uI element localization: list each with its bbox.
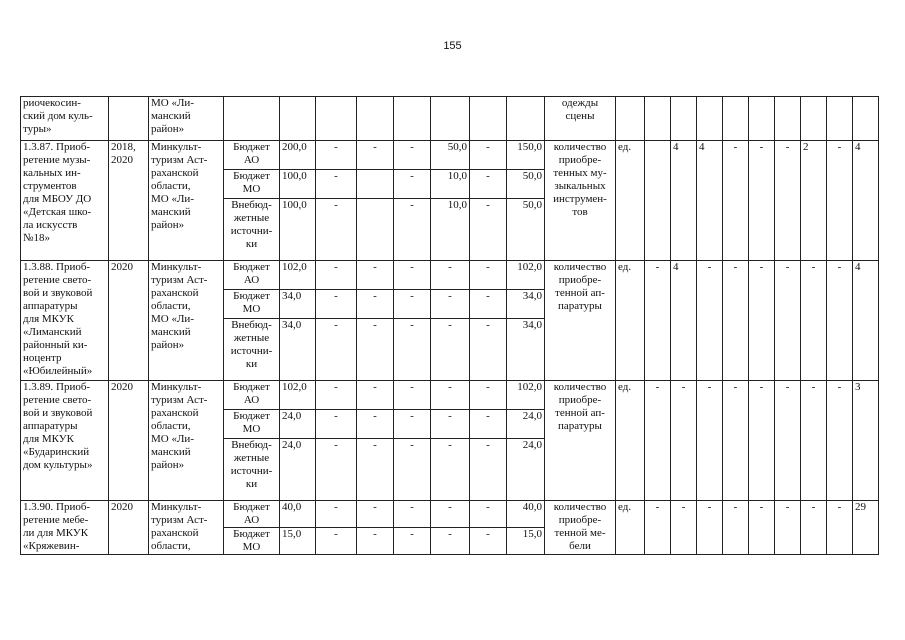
item-name-cell: 1.3.90. Приоб- ретение мебе- ли для МКУК «Кряжевин- bbox=[21, 501, 109, 555]
year-value-cell: - bbox=[357, 501, 394, 528]
source-cell: Бюджет АО bbox=[224, 501, 280, 528]
year-value-cell: - bbox=[431, 439, 470, 501]
total-cell: 34,0 bbox=[280, 319, 316, 381]
year-value-cell: - bbox=[316, 261, 357, 290]
year-value-cell: 102,0 bbox=[507, 381, 545, 410]
year-value-cell: 10,0 bbox=[431, 170, 470, 199]
year-value-cell: 102,0 bbox=[507, 261, 545, 290]
indicator-value-cell bbox=[723, 97, 749, 141]
indicator-value-cell: 4 bbox=[697, 141, 723, 261]
indicator-value-cell bbox=[801, 97, 827, 141]
year-value-cell: - bbox=[394, 199, 431, 261]
indicator-value-cell: 3 bbox=[853, 381, 879, 501]
unit-cell: ед. bbox=[616, 261, 645, 381]
page-number: 155 bbox=[443, 40, 462, 52]
total-cell: 200,0 bbox=[280, 141, 316, 170]
year-value-cell: - bbox=[394, 261, 431, 290]
year-value-cell: - bbox=[357, 290, 394, 319]
source-cell: Внебюд- жетные источни- ки bbox=[224, 199, 280, 261]
unit-cell: ед. bbox=[616, 141, 645, 261]
source-cell: Бюджет АО bbox=[224, 381, 280, 410]
year-value-cell bbox=[357, 199, 394, 261]
indicator-value-cell: - bbox=[723, 141, 749, 261]
year-value-cell: - bbox=[316, 199, 357, 261]
year-value-cell: - bbox=[394, 381, 431, 410]
table-body bbox=[21, 97, 879, 555]
source-cell: Внебюд- жетные источни- ки bbox=[224, 439, 280, 501]
year-value-cell: - bbox=[394, 501, 431, 528]
year-value-cell bbox=[357, 170, 394, 199]
total-cell: 100,0 bbox=[280, 199, 316, 261]
source-cell: Бюджет АО bbox=[224, 141, 280, 170]
indicator-cell: количество приобре- тенной ме- бели bbox=[545, 501, 616, 555]
indicator-value-cell: - bbox=[697, 261, 723, 381]
year-value-cell: 15,0 bbox=[507, 528, 545, 555]
indicator-value-cell: - bbox=[645, 261, 671, 381]
table-row bbox=[21, 261, 879, 290]
indicator-value-cell: 29 bbox=[853, 501, 879, 555]
years-cell: 2020 bbox=[109, 501, 149, 555]
item-name-cell: 1.3.88. Приоб- ретение свето- вой и звуковой аппаратуры для МКУК «Лиманский районный ки- ноцентр «Юбилейный» bbox=[21, 261, 109, 381]
indicator-cell: количество приобре- тенной ап- паратуры bbox=[545, 261, 616, 381]
unit-cell: ед. bbox=[616, 501, 645, 555]
indicator-value-cell: - bbox=[645, 501, 671, 555]
indicator-value-cell: - bbox=[697, 501, 723, 555]
indicator-cell: количество приобре- тенных му- зыкальных инструмен- тов bbox=[545, 141, 616, 261]
year-value-cell: - bbox=[431, 501, 470, 528]
year-value-cell: - bbox=[357, 410, 394, 439]
table-row bbox=[21, 97, 879, 141]
year-value-cell: - bbox=[394, 439, 431, 501]
source-cell: Бюджет МО bbox=[224, 528, 280, 555]
year-value-cell: - bbox=[431, 290, 470, 319]
year-value-cell: - bbox=[470, 199, 507, 261]
indicator-value-cell: - bbox=[827, 261, 853, 381]
indicator-cell: одежды сцены bbox=[545, 97, 616, 141]
year-value-cell bbox=[431, 97, 470, 141]
executor-cell: Минкульт- туризм Аст- раханской области, bbox=[149, 501, 224, 555]
total-cell: 102,0 bbox=[280, 261, 316, 290]
year-value-cell: - bbox=[316, 439, 357, 501]
year-value-cell: - bbox=[316, 410, 357, 439]
indicator-value-cell bbox=[749, 97, 775, 141]
year-value-cell: - bbox=[394, 319, 431, 381]
year-value-cell: 50,0 bbox=[507, 199, 545, 261]
years-cell bbox=[109, 97, 149, 141]
year-value-cell: - bbox=[394, 528, 431, 555]
year-value-cell: - bbox=[357, 261, 394, 290]
table-row bbox=[21, 141, 879, 170]
item-name-cell: 1.3.89. Приоб- ретение свето- вой и звуковой аппаратуры для МКУК «Бударинский дом культуры» bbox=[21, 381, 109, 501]
total-cell: 34,0 bbox=[280, 290, 316, 319]
year-value-cell: - bbox=[394, 141, 431, 170]
year-value-cell: - bbox=[316, 141, 357, 170]
year-value-cell: - bbox=[316, 290, 357, 319]
indicator-value-cell bbox=[697, 97, 723, 141]
year-value-cell: - bbox=[316, 381, 357, 410]
year-value-cell bbox=[507, 97, 545, 141]
year-value-cell: - bbox=[357, 319, 394, 381]
year-value-cell: 24,0 bbox=[507, 410, 545, 439]
source-cell: Бюджет АО bbox=[224, 261, 280, 290]
year-value-cell: - bbox=[470, 290, 507, 319]
year-value-cell: - bbox=[357, 528, 394, 555]
indicator-value-cell: - bbox=[775, 381, 801, 501]
year-value-cell: - bbox=[357, 141, 394, 170]
year-value-cell: 50,0 bbox=[431, 141, 470, 170]
year-value-cell: - bbox=[431, 319, 470, 381]
indicator-value-cell: - bbox=[749, 501, 775, 555]
indicator-value-cell bbox=[827, 97, 853, 141]
indicator-value-cell: - bbox=[801, 261, 827, 381]
indicator-value-cell: - bbox=[775, 501, 801, 555]
indicator-cell: количество приобре- тенной ап- паратуры bbox=[545, 381, 616, 501]
year-value-cell: - bbox=[316, 170, 357, 199]
total-cell: 24,0 bbox=[280, 439, 316, 501]
indicator-value-cell: - bbox=[645, 381, 671, 501]
indicator-value-cell: - bbox=[775, 261, 801, 381]
indicator-value-cell: - bbox=[697, 381, 723, 501]
year-value-cell: - bbox=[431, 528, 470, 555]
year-value-cell: - bbox=[431, 261, 470, 290]
indicator-value-cell: 4 bbox=[671, 261, 697, 381]
indicator-value-cell bbox=[645, 141, 671, 261]
indicator-value-cell: - bbox=[827, 141, 853, 261]
total-cell: 102,0 bbox=[280, 381, 316, 410]
executor-cell: Минкульт- туризм Аст- раханской области, МО «Ли- манский район» bbox=[149, 141, 224, 261]
program-table bbox=[20, 96, 879, 555]
indicator-value-cell: - bbox=[775, 141, 801, 261]
year-value-cell: 50,0 bbox=[507, 170, 545, 199]
years-cell: 2020 bbox=[109, 381, 149, 501]
year-value-cell: - bbox=[470, 410, 507, 439]
item-name-cell: риочекосин- ский дом куль- туры» bbox=[21, 97, 109, 141]
item-name-cell: 1.3.87. Приоб- ретение музы- кальных ин- струментов для МБОУ ДО «Детская шко- ла искусств №18» bbox=[21, 141, 109, 261]
year-value-cell: - bbox=[470, 261, 507, 290]
year-value-cell: - bbox=[357, 381, 394, 410]
total-cell: 24,0 bbox=[280, 410, 316, 439]
indicator-value-cell: - bbox=[801, 381, 827, 501]
source-cell: Бюджет МО bbox=[224, 290, 280, 319]
year-value-cell: - bbox=[470, 141, 507, 170]
year-value-cell bbox=[470, 97, 507, 141]
year-value-cell: - bbox=[357, 439, 394, 501]
indicator-value-cell: - bbox=[749, 381, 775, 501]
year-value-cell: - bbox=[470, 528, 507, 555]
unit-cell bbox=[616, 97, 645, 141]
indicator-value-cell: - bbox=[827, 501, 853, 555]
year-value-cell: - bbox=[316, 319, 357, 381]
indicator-value-cell: - bbox=[723, 501, 749, 555]
year-value-cell: - bbox=[316, 501, 357, 528]
year-value-cell: - bbox=[394, 410, 431, 439]
year-value-cell: 40,0 bbox=[507, 501, 545, 528]
year-value-cell: - bbox=[470, 170, 507, 199]
source-cell: Бюджет МО bbox=[224, 170, 280, 199]
year-value-cell: - bbox=[394, 170, 431, 199]
total-cell: 15,0 bbox=[280, 528, 316, 555]
unit-cell: ед. bbox=[616, 381, 645, 501]
indicator-value-cell: - bbox=[801, 501, 827, 555]
executor-cell: Минкульт- туризм Аст- раханской области, МО «Ли- манский район» bbox=[149, 381, 224, 501]
indicator-value-cell: 4 bbox=[671, 141, 697, 261]
indicator-value-cell bbox=[775, 97, 801, 141]
indicator-value-cell: - bbox=[827, 381, 853, 501]
years-cell: 2018, 2020 bbox=[109, 141, 149, 261]
year-value-cell: 10,0 bbox=[431, 199, 470, 261]
table-row bbox=[21, 381, 879, 410]
total-cell: 100,0 bbox=[280, 170, 316, 199]
indicator-value-cell: 4 bbox=[853, 141, 879, 261]
indicator-value-cell: - bbox=[749, 141, 775, 261]
year-value-cell: - bbox=[394, 290, 431, 319]
year-value-cell: - bbox=[431, 410, 470, 439]
year-value-cell: - bbox=[316, 528, 357, 555]
indicator-value-cell bbox=[645, 97, 671, 141]
indicator-value-cell bbox=[671, 97, 697, 141]
year-value-cell bbox=[316, 97, 357, 141]
indicator-value-cell bbox=[853, 97, 879, 141]
year-value-cell: - bbox=[470, 501, 507, 528]
table-row bbox=[21, 501, 879, 528]
indicator-value-cell: 4 bbox=[853, 261, 879, 381]
executor-cell: Минкульт- туризм Аст- раханской области, МО «Ли- манский район» bbox=[149, 261, 224, 381]
year-value-cell: - bbox=[470, 381, 507, 410]
indicator-value-cell: - bbox=[671, 501, 697, 555]
year-value-cell: - bbox=[470, 319, 507, 381]
year-value-cell bbox=[357, 97, 394, 141]
year-value-cell: 34,0 bbox=[507, 319, 545, 381]
source-cell: Бюджет МО bbox=[224, 410, 280, 439]
year-value-cell bbox=[394, 97, 431, 141]
year-value-cell: 150,0 bbox=[507, 141, 545, 170]
source-cell: Внебюд- жетные источни- ки bbox=[224, 319, 280, 381]
indicator-value-cell: - bbox=[723, 261, 749, 381]
year-value-cell: - bbox=[470, 439, 507, 501]
total-cell bbox=[280, 97, 316, 141]
total-cell: 40,0 bbox=[280, 501, 316, 528]
year-value-cell: - bbox=[431, 381, 470, 410]
years-cell: 2020 bbox=[109, 261, 149, 381]
indicator-value-cell: 2 bbox=[801, 141, 827, 261]
indicator-value-cell: - bbox=[671, 381, 697, 501]
indicator-value-cell: - bbox=[723, 381, 749, 501]
year-value-cell: 34,0 bbox=[507, 290, 545, 319]
executor-cell: МО «Ли- манский район» bbox=[149, 97, 224, 141]
source-cell bbox=[224, 97, 280, 141]
indicator-value-cell: - bbox=[749, 261, 775, 381]
year-value-cell: 24,0 bbox=[507, 439, 545, 501]
